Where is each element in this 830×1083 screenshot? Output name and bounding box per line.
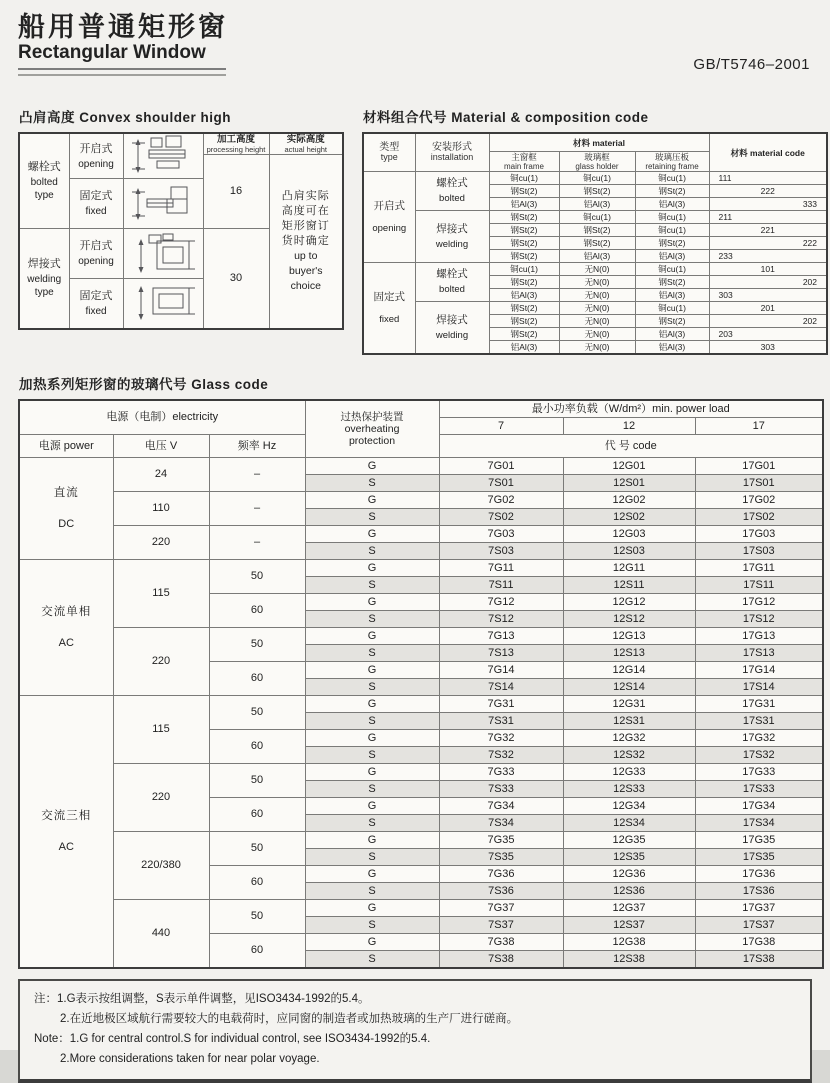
code-header: 代 号 code — [439, 435, 823, 458]
opening-cell: 开启式 opening — [69, 229, 123, 279]
top-section — [18, 106, 817, 355]
code-7: 7G12 — [439, 594, 563, 611]
frequency-cell: 60 — [209, 866, 305, 900]
gs-cell: S — [305, 849, 439, 866]
code-7: 7S34 — [439, 815, 563, 832]
gs-cell: S — [305, 611, 439, 628]
frequency-cell: – — [209, 458, 305, 492]
voltage-cell: 115 — [113, 696, 209, 764]
code-12: 12G03 — [563, 526, 695, 543]
note-line: 2.在近地极区域航行需要较大的电载荷时，应同窗的制造者或加热玻璃的生产厂进行磋商。 — [60, 1013, 519, 1025]
code-12: 12S32 — [563, 747, 695, 764]
code-12: 12S33 — [563, 781, 695, 798]
retaining-frame-material: 铜cu(1) — [635, 211, 709, 224]
processing-height-header: 加工高度 processing height — [203, 133, 269, 155]
frequency-cell: 60 — [209, 594, 305, 628]
material-code: 202 — [709, 315, 827, 328]
note-line: 2.More considerations taken for near polar voyage. — [60, 1053, 320, 1065]
main-frame-material: 钢St(2) — [489, 224, 559, 237]
material-code-header: 材料 material code — [709, 133, 827, 172]
page-header — [18, 12, 812, 90]
main-frame-material: 铝Al(3) — [489, 289, 559, 302]
glass-holder-material: 铜cu(1) — [559, 211, 635, 224]
gs-cell: G — [305, 594, 439, 611]
code-7: 7S13 — [439, 645, 563, 662]
code-17: 17G38 — [695, 934, 823, 951]
glass-section-title: 加热系列矩形窗的玻璃代号 Glass code — [19, 377, 269, 392]
code-17: 17G02 — [695, 492, 823, 509]
code-7: 7G38 — [439, 934, 563, 951]
glass-holder-material: 钢St(2) — [559, 185, 635, 198]
code-12: 12S02 — [563, 509, 695, 526]
code-7: 7S12 — [439, 611, 563, 628]
gs-cell: G — [305, 798, 439, 815]
gs-cell: G — [305, 696, 439, 713]
code-12: 12S38 — [563, 951, 695, 969]
code-12: 12G31 — [563, 696, 695, 713]
code-12: 12S12 — [563, 611, 695, 628]
code-17: 17G01 — [695, 458, 823, 475]
table-row — [19, 832, 823, 849]
code-17: 17S02 — [695, 509, 823, 526]
code-17: 17S35 — [695, 849, 823, 866]
main-frame-material: 钢St(2) — [489, 276, 559, 289]
voltage-header: 电压 V — [113, 435, 209, 458]
code-7: 7G11 — [439, 560, 563, 577]
code-17: 17S32 — [695, 747, 823, 764]
material-code: 222 — [709, 237, 827, 250]
retaining-frame-material: 铝Al(3) — [635, 341, 709, 355]
power-group-ac1: 交流单相 AC — [19, 560, 113, 696]
retaining-frame-material: 铝Al(3) — [635, 328, 709, 341]
shoulder-section-title: 凸肩高度 Convex shoulder high — [19, 110, 232, 125]
table-row — [363, 263, 827, 276]
actual-height-header: 实际高度 actual height — [269, 133, 343, 155]
material-code: 222 — [709, 185, 827, 198]
fixed-type-cell: 固定式 fixed — [363, 263, 415, 355]
gs-cell: G — [305, 458, 439, 475]
load-12-header: 12 — [563, 418, 695, 435]
gs-cell: G — [305, 730, 439, 747]
type-header: 类型 type — [363, 133, 415, 172]
code-12: 12S13 — [563, 645, 695, 662]
code-12: 12G35 — [563, 832, 695, 849]
code-17: 17G12 — [695, 594, 823, 611]
code-17: 17S14 — [695, 679, 823, 696]
min-power-load-header: 最小功率负载（W/dm²）min. power load — [439, 400, 823, 418]
standard-code: GB/T5746–2001 — [693, 56, 810, 73]
gs-cell: S — [305, 577, 439, 594]
bolted-cell: 螺栓式 bolted — [415, 263, 489, 302]
gs-cell: S — [305, 815, 439, 832]
gs-cell: S — [305, 645, 439, 662]
gs-cell: G — [305, 560, 439, 577]
code-12: 12S36 — [563, 883, 695, 900]
code-7: 7G37 — [439, 900, 563, 917]
bolted-height-value: 16 — [203, 155, 269, 229]
gs-cell: S — [305, 951, 439, 969]
glass-holder-material: 无N(0) — [559, 302, 635, 315]
page-title: 船用普通矩形窗 — [18, 12, 228, 42]
page-subtitle: Rectangular Window — [18, 42, 206, 63]
power-group-dc: 直流 DC — [19, 458, 113, 560]
table-row — [19, 764, 823, 781]
main-frame-material: 铝Al(3) — [489, 198, 559, 211]
table-row — [363, 172, 827, 185]
gs-cell: S — [305, 883, 439, 900]
code-17: 17S37 — [695, 917, 823, 934]
material-group-header: 材料 material — [489, 133, 709, 152]
gs-cell: S — [305, 509, 439, 526]
window-cross-section-icon — [127, 135, 199, 177]
voltage-cell: 24 — [113, 458, 209, 492]
fixed-cell: 固定式 fixed — [69, 279, 123, 329]
code-12: 12S11 — [563, 577, 695, 594]
window-cross-section-icon — [127, 183, 199, 225]
main-frame-material: 钢St(2) — [489, 250, 559, 263]
code-12: 12S31 — [563, 713, 695, 730]
material-code: 201 — [709, 302, 827, 315]
table-row — [19, 900, 823, 917]
code-7: 7S38 — [439, 951, 563, 969]
gs-cell: S — [305, 543, 439, 560]
retaining-frame-material: 钢St(2) — [635, 185, 709, 198]
gs-cell: G — [305, 866, 439, 883]
gs-cell: S — [305, 679, 439, 696]
material-code: 203 — [709, 328, 827, 341]
notes-box — [18, 979, 812, 1083]
material-code: 111 — [709, 172, 827, 185]
gs-cell: S — [305, 747, 439, 764]
code-17: 17S12 — [695, 611, 823, 628]
actual-height-note: 凸肩实际 高度可在 矩形窗订 货时确定 up to buyer's choice — [269, 155, 343, 329]
opening-type-cell: 开启式 opening — [363, 172, 415, 263]
voltage-cell: 110 — [113, 492, 209, 526]
material-code: 303 — [709, 289, 827, 302]
glass-holder-material: 无N(0) — [559, 276, 635, 289]
main-frame-material: 钢St(2) — [489, 185, 559, 198]
material-table — [362, 132, 828, 355]
code-7: 7G13 — [439, 628, 563, 645]
code-7: 7S14 — [439, 679, 563, 696]
table-header-row — [19, 400, 823, 418]
frequency-cell: 50 — [209, 900, 305, 934]
main-frame-header: 主窗框 main frame — [489, 152, 559, 172]
code-7: 7G35 — [439, 832, 563, 849]
code-17: 17S11 — [695, 577, 823, 594]
gs-cell: S — [305, 781, 439, 798]
frequency-cell: – — [209, 526, 305, 560]
cross-section-diagram-welding-opening — [123, 229, 203, 279]
table-row — [19, 458, 823, 475]
code-7: 7S03 — [439, 543, 563, 560]
table-row — [363, 302, 827, 315]
retaining-frame-material: 铜cu(1) — [635, 263, 709, 276]
material-code: 303 — [709, 341, 827, 355]
code-12: 12G38 — [563, 934, 695, 951]
code-7: 7G36 — [439, 866, 563, 883]
code-17: 17G37 — [695, 900, 823, 917]
glass-holder-material: 铝Al(3) — [559, 250, 635, 263]
code-12: 12S14 — [563, 679, 695, 696]
code-7: 7G02 — [439, 492, 563, 509]
retaining-frame-material: 铜cu(1) — [635, 172, 709, 185]
table-row — [19, 133, 343, 155]
material-code: 101 — [709, 263, 827, 276]
code-12: 12G02 — [563, 492, 695, 509]
code-12: 12S34 — [563, 815, 695, 832]
code-7: 7S01 — [439, 475, 563, 492]
power-group-ac3: 交流三相 AC — [19, 696, 113, 969]
gs-cell: G — [305, 900, 439, 917]
cross-section-diagram-bolted-opening — [123, 133, 203, 179]
main-frame-material: 钢St(2) — [489, 328, 559, 341]
code-12: 12G01 — [563, 458, 695, 475]
material-code: 221 — [709, 224, 827, 237]
material-section — [362, 106, 828, 355]
frequency-header: 频率 Hz — [209, 435, 305, 458]
frequency-cell: 60 — [209, 662, 305, 696]
voltage-cell: 220 — [113, 526, 209, 560]
table-header-row — [363, 133, 827, 152]
code-17: 17S13 — [695, 645, 823, 662]
code-12: 12G12 — [563, 594, 695, 611]
code-7: 7S37 — [439, 917, 563, 934]
code-12: 12G37 — [563, 900, 695, 917]
main-frame-material: 铜cu(1) — [489, 263, 559, 276]
cross-section-diagram-welding-fixed — [123, 279, 203, 329]
frequency-cell: 60 — [209, 934, 305, 969]
code-17: 17G35 — [695, 832, 823, 849]
main-frame-material: 钢St(2) — [489, 302, 559, 315]
retaining-frame-header: 玻璃压板 retaining frame — [635, 152, 709, 172]
code-17: 17S36 — [695, 883, 823, 900]
glass-holder-material: 无N(0) — [559, 328, 635, 341]
main-frame-material: 钢St(2) — [489, 211, 559, 224]
code-7: 7S11 — [439, 577, 563, 594]
frequency-cell: 50 — [209, 628, 305, 662]
welding-cell: 焊接式 welding — [415, 302, 489, 355]
code-7: 7S31 — [439, 713, 563, 730]
voltage-cell: 220 — [113, 764, 209, 832]
voltage-cell: 115 — [113, 560, 209, 628]
glass-holder-material: 铜cu(1) — [559, 172, 635, 185]
code-17: 17G32 — [695, 730, 823, 747]
material-section-title: 材料组合代号 Material & composition code — [363, 110, 649, 125]
note-line: 注：1.G表示按组调整，S表示单件调整，见ISO3434-1992的5.4。 — [34, 993, 370, 1005]
code-7: 7S33 — [439, 781, 563, 798]
voltage-cell: 440 — [113, 900, 209, 969]
cross-section-diagram-bolted-fixed — [123, 179, 203, 229]
glass-code-table — [18, 399, 824, 969]
code-12: 12G32 — [563, 730, 695, 747]
retaining-frame-material: 钢St(2) — [635, 276, 709, 289]
code-17: 17G11 — [695, 560, 823, 577]
material-code: 202 — [709, 276, 827, 289]
voltage-cell: 220/380 — [113, 832, 209, 900]
gs-cell: G — [305, 662, 439, 679]
code-7: 7G32 — [439, 730, 563, 747]
window-cross-section-icon — [127, 233, 199, 275]
title-underline — [18, 68, 226, 76]
code-12: 12G14 — [563, 662, 695, 679]
load-17-header: 17 — [695, 418, 823, 435]
code-7: 7G31 — [439, 696, 563, 713]
code-12: 12G33 — [563, 764, 695, 781]
welding-type-cell: 焊接式 welding type — [19, 229, 69, 329]
retaining-frame-material: 钢St(2) — [635, 237, 709, 250]
power-header: 电源 power — [19, 435, 113, 458]
code-12: 12G34 — [563, 798, 695, 815]
glass-holder-material: 铝Al(3) — [559, 198, 635, 211]
code-12: 12S35 — [563, 849, 695, 866]
installation-header: 安装形式 installation — [415, 133, 489, 172]
code-12: 12G36 — [563, 866, 695, 883]
table-row — [363, 211, 827, 224]
gs-cell: G — [305, 934, 439, 951]
frequency-cell: – — [209, 492, 305, 526]
overheating-protection-header: 过热保护装置 overheating protection — [305, 400, 439, 458]
glass-holder-material: 无N(0) — [559, 289, 635, 302]
code-17: 17S34 — [695, 815, 823, 832]
code-17: 17G03 — [695, 526, 823, 543]
gs-cell: G — [305, 526, 439, 543]
table-row — [19, 526, 823, 543]
bolted-type-cell: 螺栓式 bolted type — [19, 133, 69, 229]
gs-cell: S — [305, 713, 439, 730]
welding-cell: 焊接式 welding — [415, 211, 489, 263]
frequency-cell: 50 — [209, 832, 305, 866]
code-7: 7S36 — [439, 883, 563, 900]
frequency-cell: 60 — [209, 730, 305, 764]
glass-holder-header: 玻璃框 glass holder — [559, 152, 635, 172]
code-17: 17S01 — [695, 475, 823, 492]
code-7: 7G33 — [439, 764, 563, 781]
frequency-cell: 50 — [209, 696, 305, 730]
gs-cell: G — [305, 628, 439, 645]
gs-cell: G — [305, 492, 439, 509]
table-row — [19, 560, 823, 577]
main-frame-material: 铜cu(1) — [489, 172, 559, 185]
glass-holder-material: 钢St(2) — [559, 224, 635, 237]
frequency-cell: 60 — [209, 798, 305, 832]
gs-cell: S — [305, 475, 439, 492]
code-7: 7G01 — [439, 458, 563, 475]
frequency-cell: 50 — [209, 560, 305, 594]
code-7: 7S35 — [439, 849, 563, 866]
code-12: 12S01 — [563, 475, 695, 492]
retaining-frame-material: 钢St(2) — [635, 315, 709, 328]
frequency-cell: 50 — [209, 764, 305, 798]
code-17: 17S31 — [695, 713, 823, 730]
code-7: 7S32 — [439, 747, 563, 764]
main-frame-material: 钢St(2) — [489, 237, 559, 250]
glass-code-section — [18, 373, 812, 969]
glass-holder-material: 钢St(2) — [559, 237, 635, 250]
opening-cell: 开启式 opening — [69, 133, 123, 179]
material-code: 211 — [709, 211, 827, 224]
glass-holder-material: 无N(0) — [559, 341, 635, 355]
code-7: 7G14 — [439, 662, 563, 679]
retaining-frame-material: 铝Al(3) — [635, 289, 709, 302]
code-17: 17S03 — [695, 543, 823, 560]
material-code: 233 — [709, 250, 827, 263]
welding-height-value: 30 — [203, 229, 269, 329]
material-code: 333 — [709, 198, 827, 211]
shoulder-section — [18, 106, 348, 330]
glass-holder-material: 无N(0) — [559, 315, 635, 328]
code-17: 17G31 — [695, 696, 823, 713]
main-frame-material: 钢St(2) — [489, 315, 559, 328]
note-line: Note：1.G for central control.S for individual control, see ISO3434-1992的5.4. — [34, 1033, 431, 1045]
glass-holder-material: 无N(0) — [559, 263, 635, 276]
code-17: 17G14 — [695, 662, 823, 679]
code-17: 17G33 — [695, 764, 823, 781]
electricity-header: 电源（电制）electricity — [19, 400, 305, 435]
main-frame-material: 铝Al(3) — [489, 341, 559, 355]
code-12: 12G13 — [563, 628, 695, 645]
retaining-frame-material: 铜cu(1) — [635, 224, 709, 237]
code-7: 7G03 — [439, 526, 563, 543]
code-7: 7G34 — [439, 798, 563, 815]
code-12: 12S37 — [563, 917, 695, 934]
code-7: 7S02 — [439, 509, 563, 526]
retaining-frame-material: 铝Al(3) — [635, 198, 709, 211]
table-row — [19, 628, 823, 645]
fixed-cell: 固定式 fixed — [69, 179, 123, 229]
code-17: 17S38 — [695, 951, 823, 969]
bolted-cell: 螺栓式 bolted — [415, 172, 489, 211]
code-12: 12G11 — [563, 560, 695, 577]
gs-cell: S — [305, 917, 439, 934]
shoulder-table — [18, 132, 344, 330]
retaining-frame-material: 铝Al(3) — [635, 250, 709, 263]
code-17: 17S33 — [695, 781, 823, 798]
gs-cell: G — [305, 764, 439, 781]
load-7-header: 7 — [439, 418, 563, 435]
gs-cell: G — [305, 832, 439, 849]
code-12: 12S03 — [563, 543, 695, 560]
table-row — [19, 696, 823, 713]
code-17: 17G34 — [695, 798, 823, 815]
code-17: 17G13 — [695, 628, 823, 645]
voltage-cell: 220 — [113, 628, 209, 696]
table-row — [19, 492, 823, 509]
code-17: 17G36 — [695, 866, 823, 883]
retaining-frame-material: 铜cu(1) — [635, 302, 709, 315]
window-cross-section-icon — [127, 282, 199, 324]
